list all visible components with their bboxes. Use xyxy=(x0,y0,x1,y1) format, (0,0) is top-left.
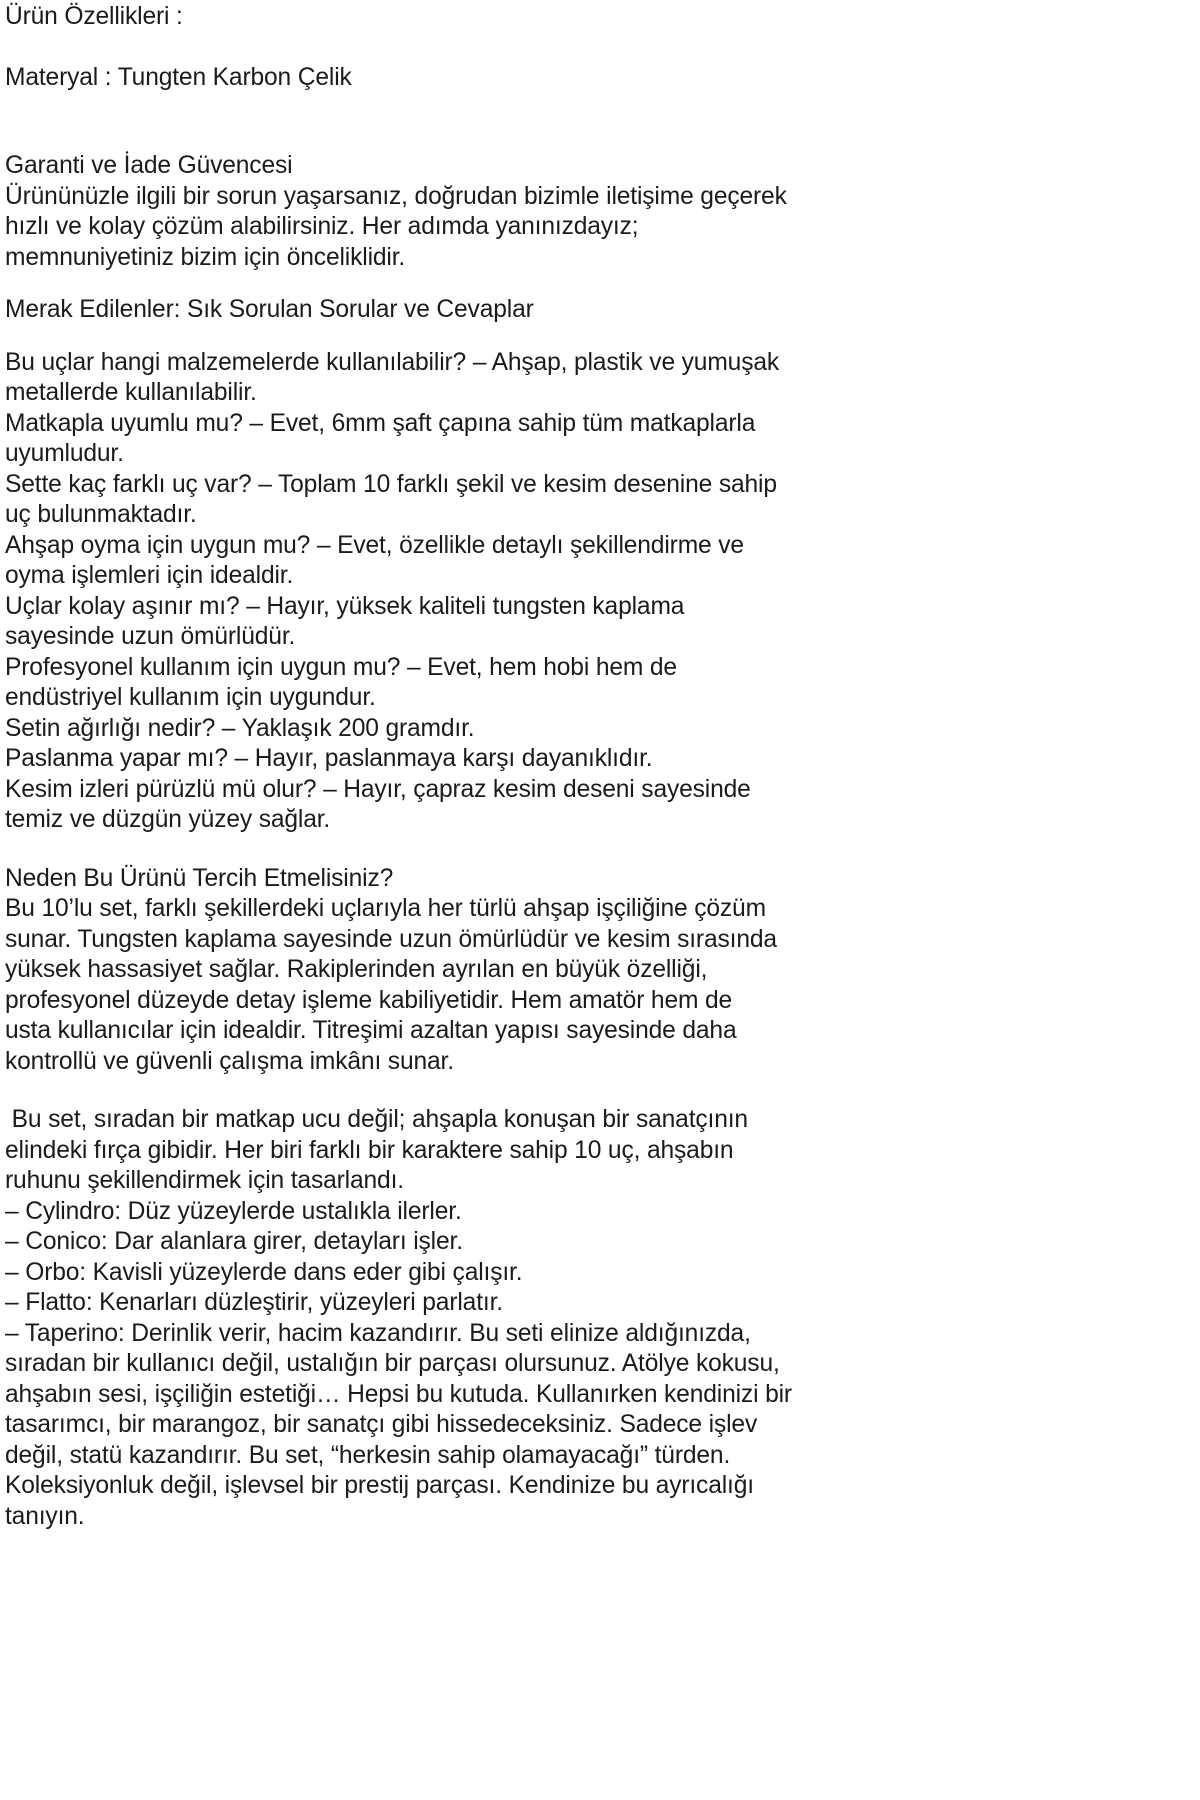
tip-list-item: – Orbo: Kavisli yüzeylerde dans eder gibi çalışır. xyxy=(5,1258,523,1286)
warranty-line: Ürününüzle ilgili bir sorun yaşarsanız, doğrudan bizimle iletişime geçerek xyxy=(5,182,787,210)
spacer xyxy=(5,273,1025,295)
faq-line: Profesyonel kullanım için uygun mu? – Evet, hem hobi hem de xyxy=(5,653,677,681)
closing-section xyxy=(5,1105,1025,1532)
closing-intro-line: Bu set, sıradan bir matkap ucu değil; ahşapla konuşan bir sanatçının xyxy=(5,1106,748,1133)
material-line: Materyal : Tungten Karbon Çelik xyxy=(5,63,352,91)
spacer xyxy=(5,326,1025,348)
tip-list-item: – Flatto: Kenarları düzleştirir, yüzeyleri parlatır. xyxy=(5,1289,503,1316)
product-specs-heading: Ürün Özellikleri : xyxy=(5,3,183,30)
closing-outro-line: – Taperino: Derinlik verir, hacim kazandırır. Bu seti elinize aldığınızda, xyxy=(5,1319,751,1347)
faq-line: uç bulunmaktadır. xyxy=(5,501,197,528)
warranty-heading: Garanti ve İade Güvencesi xyxy=(5,152,293,179)
why-choose-heading: Neden Bu Ürünü Tercih Etmelisiniz? xyxy=(5,864,394,892)
tip-list-item: – Cylindro: Düz yüzeylerde ustalıkla ilerler. xyxy=(5,1197,462,1225)
closing-outro-line: Koleksiyonluk değil, işlevsel bir prestij parçası. Kendinize bu ayrıcalığı xyxy=(5,1472,754,1499)
spacer xyxy=(5,836,1025,864)
why-choose-section xyxy=(5,864,1025,1078)
closing-outro-line: tanıyın. xyxy=(5,1502,85,1530)
why-choose-line: sunar. Tungsten kaplama sayesinde uzun ömürlüdür ve kesim sırasında xyxy=(5,925,777,953)
warranty-line: hızlı ve kolay çözüm alabilirsiniz. Her adımda yanınızdayız; xyxy=(5,213,639,240)
spacer xyxy=(5,33,1025,63)
material-section xyxy=(5,63,1025,94)
closing-intro-line: ruhunu şekillendirmek için tasarlandı. xyxy=(5,1167,404,1194)
faq-line: sayesinde uzun ömürlüdür. xyxy=(5,623,296,650)
spacer xyxy=(5,1077,1025,1105)
faq-section xyxy=(5,348,1025,836)
closing-intro-line: elindeki fırça gibidir. Her biri farklı bir karaktere sahip 10 uç, ahşabın xyxy=(5,1136,734,1164)
faq-line: Paslanma yapar mı? – Hayır, paslanmaya karşı dayanıklıdır. xyxy=(5,745,653,772)
faq-line: Matkapla uyumlu mu? – Evet, 6mm şaft çapına sahip tüm matkaplarla xyxy=(5,409,756,437)
faq-line: Uçlar kolay aşınır mı? – Hayır, yüksek kaliteli tungsten kaplama xyxy=(5,592,685,620)
faq-line: Bu uçlar hangi malzemelerde kullanılabilir? – Ahşap, plastik ve yumuşak xyxy=(5,348,780,376)
spacer xyxy=(5,123,1025,151)
why-choose-line: kontrollü ve güvenli çalışma imkânı sunar. xyxy=(5,1047,454,1075)
closing-outro-line: ahşabın sesi, işçiliğin estetiği… Hepsi bu kutuda. Kullanırken kendinizi bir xyxy=(5,1380,792,1408)
faq-line: Sette kaç farklı uç var? – Toplam 10 farklı şekil ve kesim desenine sahip xyxy=(5,470,777,498)
faq-heading: Merak Edilenler: Sık Sorulan Sorular ve Cevaplar xyxy=(5,296,534,323)
faq-line: endüstriyel kullanım için uygundur. xyxy=(5,684,376,711)
tip-list-item: – Conico: Dar alanlara girer, detayları işler. xyxy=(5,1228,463,1255)
faq-line: Ahşap oyma için uygun mu? – Evet, özellikle detaylı şekillendirme ve xyxy=(5,531,744,559)
why-choose-line: usta kullanıcılar için idealdir. Titreşimi azaltan yapısı sayesinde daha xyxy=(5,1017,737,1044)
why-choose-line: yüksek hassasiyet sağlar. Rakiplerinden ayrılan en büyük özelliği, xyxy=(5,956,708,983)
warranty-line: memnuniyetiniz bizim için önceliklidir. xyxy=(5,243,406,271)
document-body xyxy=(5,2,1025,1532)
faq-line: uyumludur. xyxy=(5,440,124,467)
why-choose-line: Bu 10’lu set, farklı şekillerdeki uçlarıyla her türlü ahşap işçiliğine çözüm xyxy=(5,895,766,922)
faq-line: oyma işlemleri için idealdir. xyxy=(5,562,294,589)
warranty-section xyxy=(5,151,1025,273)
closing-outro-line: değil, statü kazandırır. Bu set, “herkesin sahip olamayacağı” türden. xyxy=(5,1441,731,1469)
faq-line: Kesim izleri pürüzlü mü olur? – Hayır, çapraz kesim deseni sayesinde xyxy=(5,775,751,803)
faq-heading-block xyxy=(5,295,1025,326)
faq-line: temiz ve düzgün yüzey sağlar. xyxy=(5,806,331,833)
closing-outro-line: sıradan bir kullanıcı değil, ustalığın bir parçası olursunuz. Atölye kokusu, xyxy=(5,1350,780,1377)
closing-outro-line: tasarımcı, bir marangoz, bir sanatçı gibi hissedeceksiniz. Sadece işlev xyxy=(5,1411,758,1438)
faq-line: Setin ağırlığı nedir? – Yaklaşık 200 gramdır. xyxy=(5,714,475,742)
product-specs-section xyxy=(5,2,1025,33)
spacer xyxy=(5,93,1025,123)
why-choose-line: profesyonel düzeyde detay işleme kabiliyetidir. Hem amatör hem de xyxy=(5,986,733,1014)
faq-line: metallerde kullanılabilir. xyxy=(5,379,257,406)
